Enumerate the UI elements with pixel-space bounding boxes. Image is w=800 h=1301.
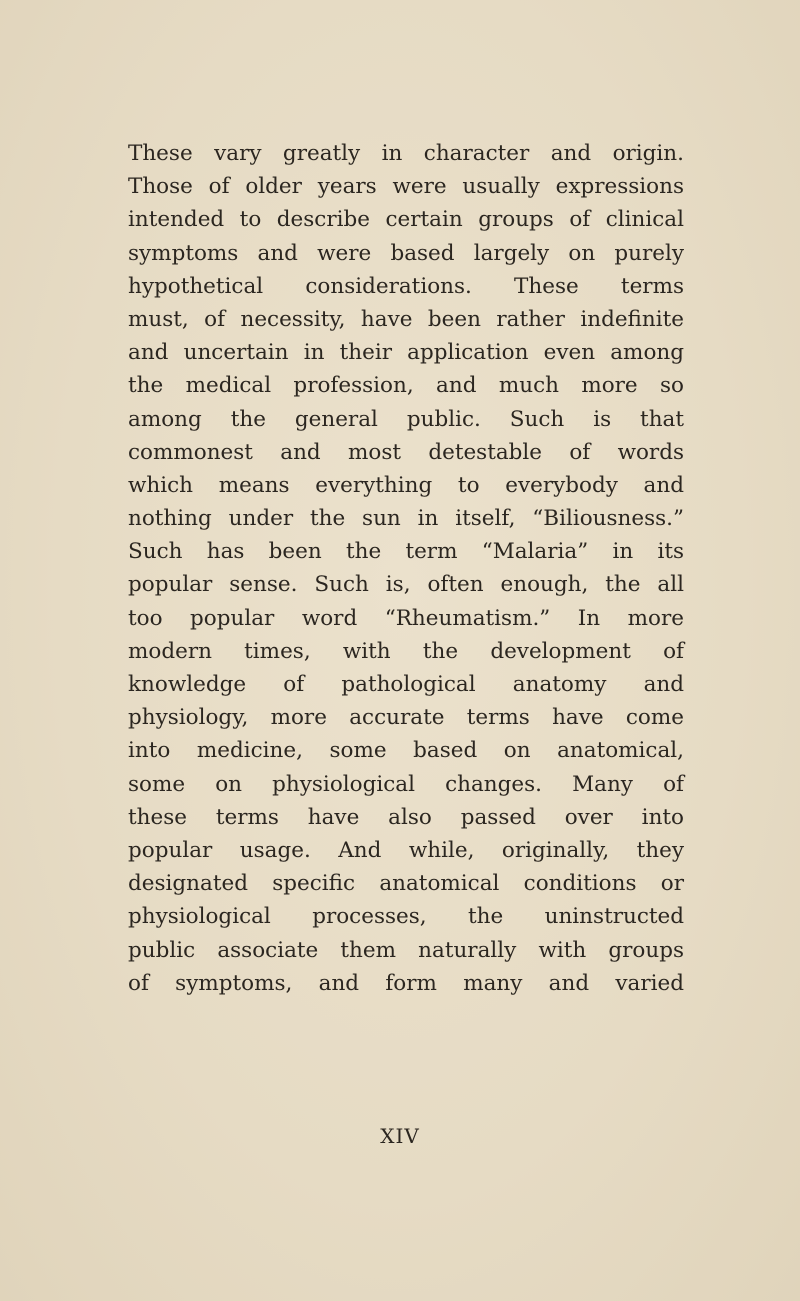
text-line: Such has been the term “Malaria” in its	[128, 539, 684, 565]
text-line: popular sense. Such is, often enough, the all	[128, 572, 684, 598]
page-number: XIV	[380, 1124, 420, 1148]
text-line: among the general public. Such is that	[128, 406, 684, 432]
text-line: which means everything to everybody and	[128, 472, 684, 498]
text-line: must, of necessity, have been rather indefinite	[128, 306, 684, 332]
text-line: of symptoms, and form many and varied	[128, 970, 684, 996]
text-line: Those of older years were usually expressions	[128, 174, 684, 200]
text-line: these terms have also passed over into	[128, 804, 684, 830]
text-line: into medicine, some based on anatomical,	[128, 738, 684, 764]
text-line: nothing under the sun in itself, “Biliousness.”	[128, 506, 684, 532]
text-line: too popular word “Rheumatism.” In more	[128, 605, 684, 631]
text-line: symptoms and were based largely on purely	[128, 240, 684, 266]
text-line: intended to describe certain groups of clinical	[128, 207, 684, 233]
text-line: commonest and most detestable of words	[128, 439, 684, 465]
text-line: public associate them naturally with groups	[128, 937, 684, 963]
text-line: and uncertain in their application even among	[128, 340, 684, 366]
text-line: some on physiological changes. Many of	[128, 771, 684, 797]
text-line: modern times, with the development of	[128, 638, 684, 664]
text-line: These vary greatly in character and origin.	[128, 141, 684, 166]
body-text	[128, 137, 684, 1000]
text-line: designated specific anatomical conditions or	[128, 871, 684, 897]
text-line: popular usage. And while, originally, they	[128, 837, 684, 863]
text-line: physiological processes, the uninstructed	[128, 904, 684, 930]
text-line: knowledge of pathological anatomy and	[128, 672, 684, 697]
text-line: hypothetical considerations. These terms	[128, 273, 684, 299]
text-line: physiology, more accurate terms have come	[128, 705, 684, 731]
text-line: the medical profession, and much more so	[128, 373, 684, 399]
